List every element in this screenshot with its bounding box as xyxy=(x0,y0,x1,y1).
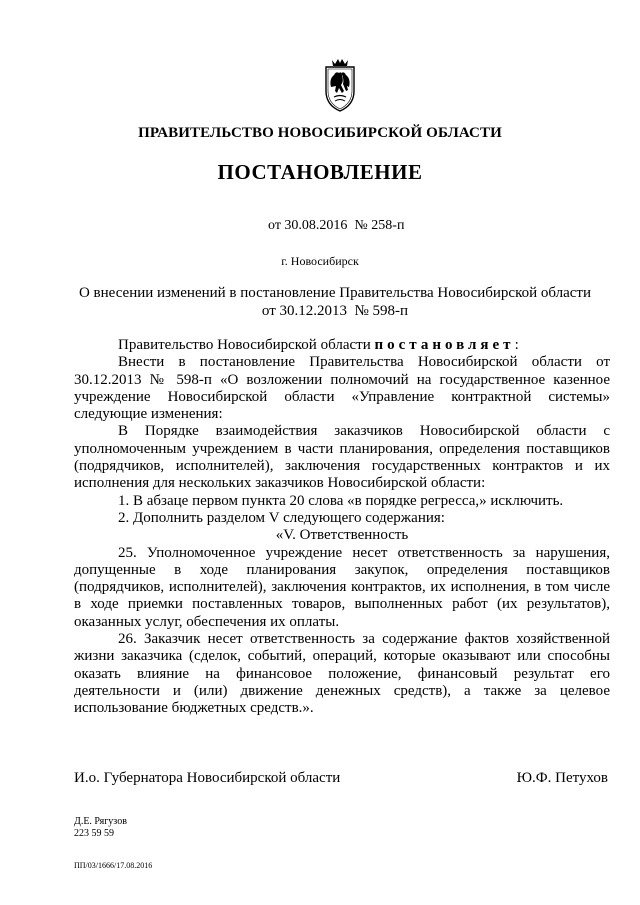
intro-paragraph xyxy=(74,337,610,354)
paragraph-1: Внести в постановление Правительства Новосибирской области от 30.12.2013 № 598-п «О возложении полномочий на государственное казенное учреждение Новосибирской области «Управление контрактной системы» следующие изменения: xyxy=(74,354,610,423)
paragraph-26: 26. Заказчик несет ответственность за содержание фактов хозяйственной жизни заказчика (сделок, событий, операций, которые оказывают или способны оказать влияние на финансовое положение, финансовый результат его деятельности и (или) движение денежных средств), а также за целевое использование бюджетных средств.». xyxy=(74,631,610,717)
resolution-word: постановляет xyxy=(374,337,515,353)
section-heading: «V. Ответственность xyxy=(275,527,409,544)
executor-phone: 223 59 59 xyxy=(74,828,114,839)
intro-text: Правительство Новосибирской области xyxy=(118,337,375,353)
document-subject xyxy=(70,284,600,320)
executor-name: Д.Е. Рягузов xyxy=(74,816,127,827)
city: г. Новосибирск xyxy=(281,254,359,268)
organization-title: ПРАВИТЕЛЬСТВО НОВОСИБИРСКОЙ ОБЛАСТИ xyxy=(138,125,502,141)
document-type: ПОСТАНОВЛЕНИЕ xyxy=(217,160,423,184)
coat-of-arms-icon xyxy=(318,57,362,113)
executor-block xyxy=(74,816,127,840)
paragraph-2: В Порядке взаимодействия заказчиков Новосибирской области с уполномоченным учреждением в части планирования, определения поставщиков (подрядчиков, исполнителей), заключения государственных контрактов и их исполнения для нескольких заказчиков Новосибирской области: xyxy=(74,423,610,492)
document-body xyxy=(74,337,610,718)
paragraph-25: 25. Уполномоченное учреждение несет ответственность за нарушения, допущенные в ходе планирования закупок, определения поставщиков (подрядчиков, исполнителей), заключения контрактов, их исполнения, в том числе в ходе приемки поставленных товаров, выполненных работ (их результатов), оказанных услуг, обеспечения их оплаты. xyxy=(74,544,610,630)
intro-colon: : xyxy=(514,337,519,353)
subject-line-1: О внесении изменений в постановление Правительства Новосибирской области xyxy=(78,285,592,301)
document-code: ПП/03/1666/17.08.2016 xyxy=(74,861,153,870)
signatory-position: И.о. Губернатора Новосибирской области xyxy=(74,770,341,786)
document-date-number: от 30.08.2016 № 258-п xyxy=(268,218,405,233)
subject-line-2: от 30.12.2013 № 598-п xyxy=(261,303,409,319)
paragraph-3: 1. В абзаце первом пункта 20 слова «в порядке регресса,» исключить. xyxy=(118,492,564,509)
paragraph-4: 2. Дополнить разделом V следующего содержания: xyxy=(118,509,445,526)
signatory-name: Ю.Ф. Петухов xyxy=(516,770,608,786)
